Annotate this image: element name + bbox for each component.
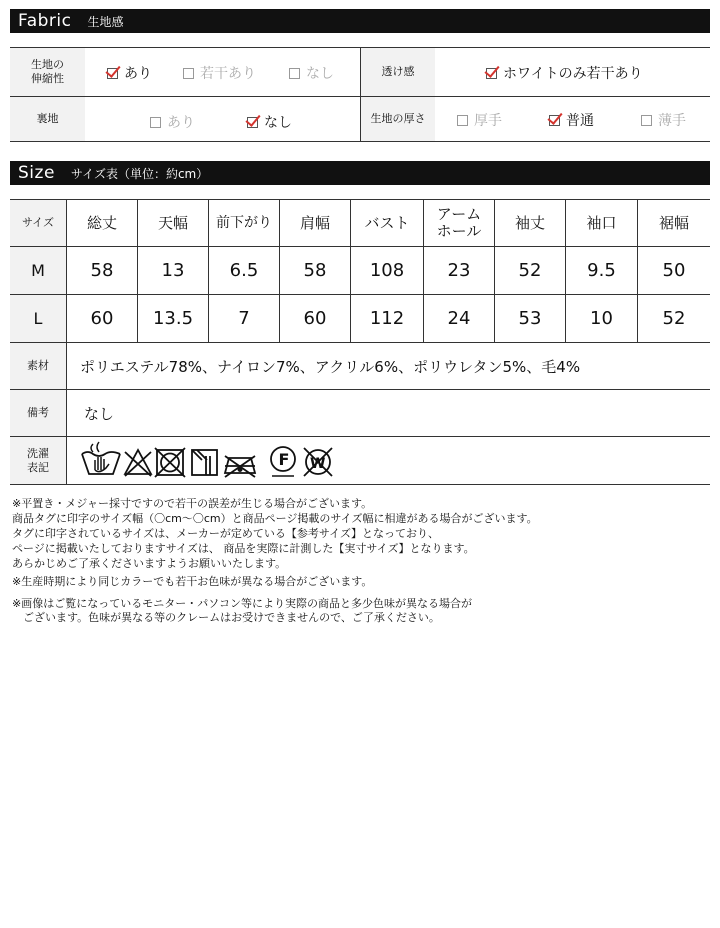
option-label: 普通 xyxy=(566,113,594,129)
no-tumble-dry-icon xyxy=(155,448,185,477)
option-label: ホワイトのみ若干あり xyxy=(503,66,643,82)
table-cell: 108 xyxy=(369,260,405,281)
size-header xyxy=(10,161,710,185)
col-header-neck-width: 天幅 xyxy=(157,213,188,232)
size-title-jp: サイズ表（単位：約cm） xyxy=(70,166,209,181)
table-cell: 50 xyxy=(662,260,686,281)
sheerness-label: 透け感 xyxy=(361,48,435,96)
table-cell: 53 xyxy=(518,308,542,329)
lining-option-yes xyxy=(150,112,195,132)
lining-option-no xyxy=(247,112,292,132)
option-label: 厚手 xyxy=(474,113,502,129)
size-label-m: M xyxy=(10,247,66,294)
option-label: あり xyxy=(167,115,195,131)
hand-wash-icon xyxy=(82,442,120,474)
note-line: あらかじめご了承くださいますようお願いいたします。 xyxy=(12,557,287,570)
checkbox-checked-icon xyxy=(107,68,118,79)
table-cell: 7 xyxy=(238,308,250,329)
table-cell: 60 xyxy=(90,308,114,329)
table-cell: 58 xyxy=(90,260,114,281)
no-wet-clean-icon xyxy=(304,448,332,476)
size-col-header: サイズ xyxy=(10,200,66,246)
note-line: ※平置き・メジャー採寸ですので若干の誤差が生じる場合がございます。 xyxy=(12,497,373,510)
table-cell: 10 xyxy=(590,308,613,329)
table-cell: 23 xyxy=(447,260,471,281)
lining-label: 裏地 xyxy=(10,97,85,141)
size-title-en: Size xyxy=(18,163,55,183)
table-cell: 9.5 xyxy=(587,260,616,281)
size-label-l: L xyxy=(10,295,66,342)
checkbox-empty-icon xyxy=(457,115,468,126)
note-line: ※画像はご覧になっているモニター・パソコン等により実際の商品と多少色味が異なる場合が xyxy=(12,597,472,610)
care-label: 洗濯 表記 xyxy=(10,437,66,484)
checkbox-checked-icon xyxy=(247,117,258,128)
fabric-header xyxy=(10,9,710,33)
option-label: 薄手 xyxy=(658,113,686,129)
care-symbols xyxy=(79,440,339,480)
thickness-option-normal xyxy=(549,110,594,130)
option-label: なし xyxy=(306,66,334,82)
note-line: 商品タグに印字のサイズ幅（〇cm〜〇cm）と商品ページ掲載のサイズ幅に相違がある場合がございます。 xyxy=(12,512,538,525)
col-header-front-drop: 前下がり xyxy=(216,214,272,231)
table-cell: 13.5 xyxy=(152,308,194,329)
iron-low-cloth-icon xyxy=(225,456,255,477)
no-bleach-icon xyxy=(125,450,151,476)
stretch-option-slight xyxy=(183,63,256,83)
line-dry-shade-icon xyxy=(192,450,217,475)
stretch-option-no xyxy=(289,63,334,83)
option-label: なし xyxy=(264,115,292,131)
remarks-value: なし xyxy=(84,404,115,423)
material-value: ポリエステル78%、ナイロン7%、アクリル6%、ポリウレタン5%、毛4% xyxy=(80,357,581,376)
thickness-option-thin xyxy=(641,110,686,130)
option-label: 若干あり xyxy=(200,66,256,82)
col-header-hem: 裾幅 xyxy=(658,213,689,232)
stretch-label: 生地の 伸縮性 xyxy=(10,48,85,96)
col-header-sleeve-length: 袖丈 xyxy=(514,213,545,232)
note-line: ページに掲載いたしておりますサイズは、 商品を実際に計測した【実寸サイズ】となります。 xyxy=(12,542,475,555)
checkbox-empty-icon xyxy=(150,117,161,128)
table-cell: 52 xyxy=(518,260,542,281)
sheerness-option xyxy=(486,63,643,83)
table-cell: 13 xyxy=(161,260,185,281)
stretch-option-yes xyxy=(107,63,152,83)
table-cell: 60 xyxy=(303,308,327,329)
thickness-option-thick xyxy=(457,110,502,130)
col-header-armhole: アーム ホール xyxy=(436,205,482,240)
table-cell: 6.5 xyxy=(229,260,259,281)
checkbox-empty-icon xyxy=(183,68,194,79)
table-cell: 58 xyxy=(303,260,327,281)
thickness-label: 生地の厚さ xyxy=(361,97,435,141)
dry-clean-f-icon xyxy=(271,447,295,476)
col-header-shoulder: 肩幅 xyxy=(299,213,330,232)
note-line: ※生産時期により同じカラーでも若干お色味が異なる場合がございます。 xyxy=(12,575,373,588)
checkbox-checked-icon xyxy=(549,115,560,126)
checkbox-empty-icon xyxy=(289,68,300,79)
care-w-text: W xyxy=(310,456,326,472)
checkbox-checked-icon xyxy=(486,68,497,79)
note-line: ございます。色味が異なる等のクレームはお受けできませんので、ご了承ください。 xyxy=(12,611,440,624)
option-label: あり xyxy=(124,66,152,82)
table-cell: 24 xyxy=(447,308,471,329)
fabric-title-jp: 生地感 xyxy=(87,14,124,29)
material-label: 素材 xyxy=(10,343,66,389)
checkbox-empty-icon xyxy=(641,115,652,126)
care-f-text: F xyxy=(278,450,290,469)
remarks-label: 備考 xyxy=(10,390,66,436)
table-cell: 112 xyxy=(369,308,405,329)
col-header-bust: バスト xyxy=(364,213,410,232)
col-header-length: 総丈 xyxy=(86,213,117,232)
table-cell: 52 xyxy=(662,308,686,329)
fabric-title-en: Fabric xyxy=(18,11,72,31)
col-header-cuff: 袖口 xyxy=(586,213,617,232)
note-line: タグに印字されているサイズは、メーカーが定めている【参考サイズ】となっており、 xyxy=(12,527,440,540)
